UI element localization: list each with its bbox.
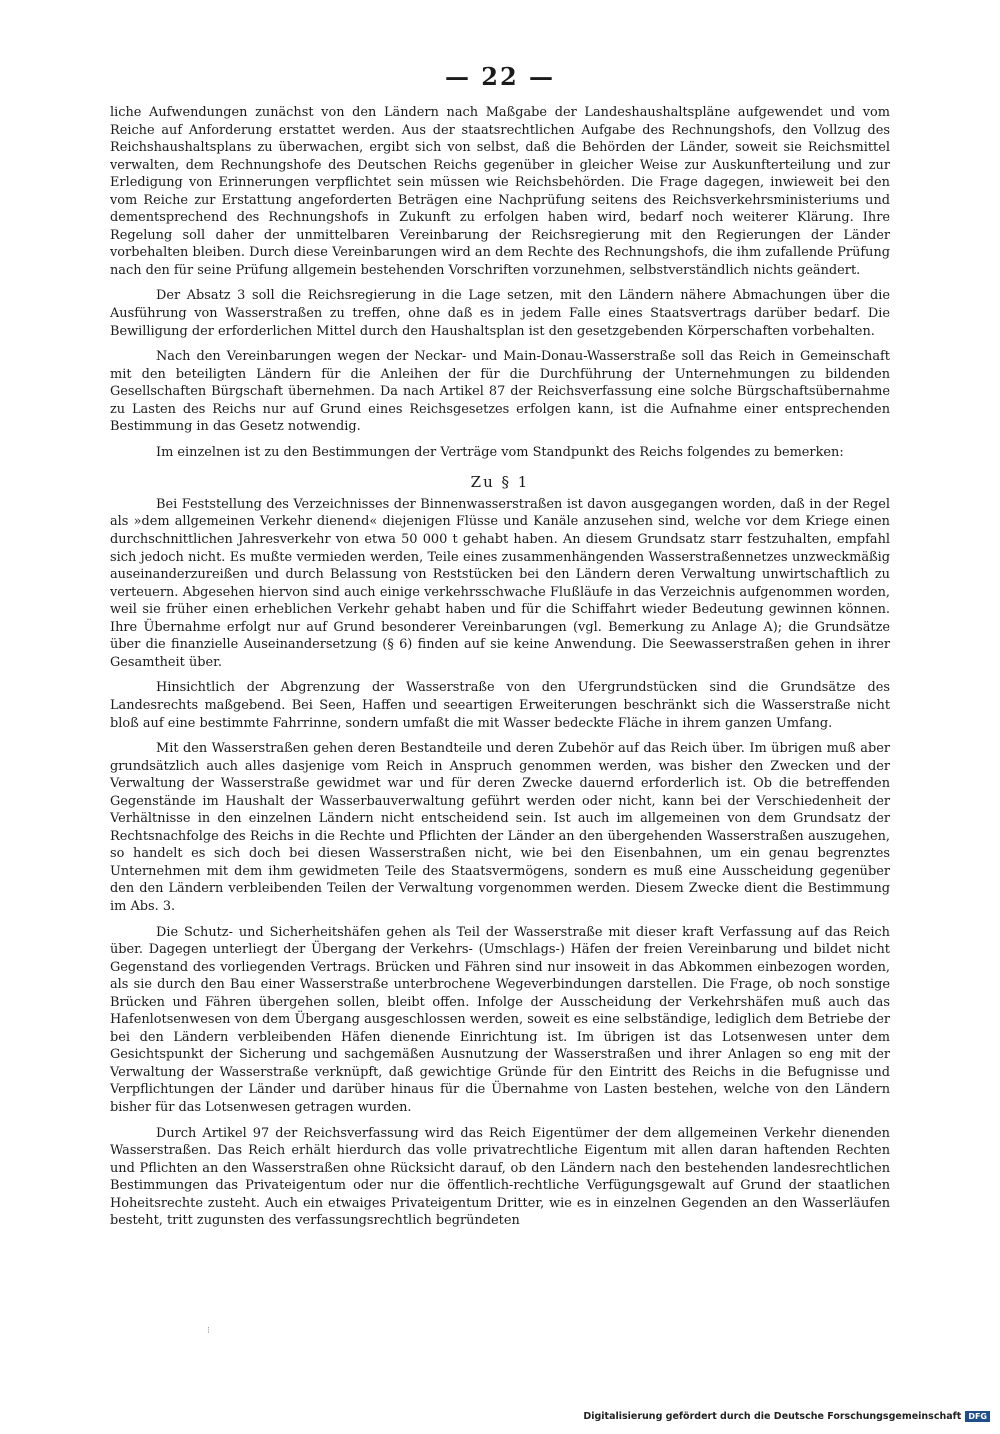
footer-credit (583, 1411, 990, 1422)
paragraph: Bei Feststellung des Verzeichnisses der Binnenwasserstraßen ist davon ausgegangen worden, daß in der Regel als »dem allgemeinen Verkehr dienend« diejenigen Flüsse und Kanäle anzusehen sind, welche vor dem Kriege einen durchschnittlichen Jahresverkehr von etwa 50 000 t gehabt haben. An diesem Grundsatz starr festzuhalten, empfahl sich jedoch nicht. Es mußte vermieden werden, Teile eines zusammenhängenden Wasserstraßennetzes unzweckmäßig auseinanderzureißen und durch Belassung von Reststücken bei den Ländern deren Verwaltung unwirtschaftlich zu verteuern. Abgesehen hiervon sind auch einige verkehrsschwache Flußläufe in das Verzeichnis aufgenommen worden, weil sie früher einen erheblichen Verkehr gehabt haben und für die Schiffahrt wieder Bedeutung gewinnen können. Ihre Übernahme erfolgt nur auf Grund besonderer Vereinbarungen (vgl. Bemerkung zu Anlage A); die Grundsätze über die finanzielle Auseinandersetzung (§ 6) finden auf sie keine Anwendung. Die Seewasserstraßen gehen in ihrer Gesamtheit über. (110, 496, 890, 670)
paragraph: Durch Artikel 97 der Reichsverfassung wird das Reich Eigentümer der dem allgemeinen Verkehr dienenden Wasserstraßen. Das Reich erhält hierdurch das volle privatrechtliche Eigentum mit allen daran haftenden Rechten und Pflichten an den Wasserstraßen ohne Rücksicht darauf, ob den Ländern nach den bestehenden landesrechtlichen Bestimmungen das Privateigentum oder nur die öffentlich-rechtliche Verfügungsgewalt auf Grund der staatlichen Hoheitsrechte zusteht. Auch ein etwaiges Privateigentum Dritter, wie es in einzelnen Gegenden an den Wasserläufen besteht, tritt zugunsten des verfassungsrechtlich begründeten (110, 1125, 890, 1229)
page-number: — 22 — (444, 62, 556, 91)
paragraph: Nach den Vereinbarungen wegen der Neckar- und Main-Donau-Wasserstraße soll das Reich in Gemeinschaft mit den beteiligten Ländern für die Anleihen der für die Durchführung der Unternehmungen zu bildenden Gesellschaften Bürgschaft übernehmen. Da nach Artikel 87 der Reichsverfassung eine solche Bürgschaftsübernahme zu Lasten des Reichs nur auf Grund eines Reichsgesetzes erfolgen kann, ist die Aufnahme einer entsprechenden Bestimmung in das Gesetz notwendig. (110, 349, 890, 435)
paragraph: Hinsichtlich der Abgrenzung der Wasserstraße von den Ufergrundstücken sind die Grundsätze des Landesrechts maßgebend. Bei Seen, Haffen und seeartigen Erweiterungen beschränkt sich die Wasserstraße nicht bloß auf eine bestimmte Fahrrinne, sondern umfaßt die mit Wasser bedeckte Fläche in ihrem ganzen Umfang. (110, 680, 890, 731)
paragraph: liche Aufwendungen zunächst von den Ländern nach Maßgabe der Landeshaushaltspläne aufgewendet und vom Reiche auf Anforderung erstattet werden. Aus der staatsrechtlichen Aufgabe des Rechnungshofs, den Vollzug des Reichshaushaltsplans zu überwachen, ergibt sich von selbst, daß die Behörden der Länder, soweit sie Reichsmittel verwalten, dem Rechnungshofe des Deutschen Reichs gegenüber in gleicher Weise zur Auskunfterteilung und zur Erledigung von Erinnerungen verpflichtet sein müssen wie Reichsbehörden. Die Frage dagegen, inwieweit bei den vom Reiche zur Erstattung angeforderten Beträgen eine Nachprüfung seitens des Reichsverkehrsministeriums und dementsprechend des Rechnungshofs in Zukunft zu erfolgen haben wird, bedarf noch weiterer Klärung. Ihre Regelung soll daher der unmittelbaren Vereinbarung der Reichsregierung mit den Regierungen der Länder vorbehalten bleiben. Durch diese Vereinbarungen wird an dem Rechte des Rechnungshofs, die ihm zufallende Prüfung nach den für seine Prüfung allgemein bestehenden Vorschriften vorzunehmen, selbstverständlich nichts geändert. (110, 105, 890, 278)
footer-text: Digitalisierung gefördert durch die Deutsche Forschungsgemeinschaft (583, 1411, 962, 1422)
paragraph: Mit den Wasserstraßen gehen deren Bestandteile und deren Zubehör auf das Reich über. Im übrigen muß aber grundsätzlich auch alles dasjenige vom Reich in Anspruch genommen werden, was bisher den Zwecken und der Verwaltung der Wasserstraße gewidmet war und für deren Zwecke dauernd erforderlich ist. Ob die betreffenden Gegenstände im Haushalt der Wasserbauverwaltung geführt werden oder nicht, kann bei der Verschiedenheit der Verhältnisse in den einzelnen Ländern nicht entscheidend sein. Ist auch im allgemeinen von dem Grundsatz der Rechtsnachfolge des Reichs in die Rechte und Pflichten der Länder an den übergehenden Wasserstraßen auszugehen, so handelt es sich doch bei diesen Wasserstraßen nicht, wie bei den Eisenbahnen, um ein genau begrenztes Unternehmen mit dem ihm gewidmeten Teile des Staatsvermögens, sondern es muß eine Ausscheidung gegenüber den den Ländern verbleibenden Teilen der Verwaltung vorgenommen werden. Diesem Zwecke dient die Bestimmung im Abs. 3. (110, 741, 890, 914)
body-text (110, 104, 890, 1230)
dfg-logo-icon: DFG (965, 1411, 990, 1422)
paragraph: Die Schutz- und Sicherheitshäfen gehen als Teil der Wasserstraße mit dieser kraft Verfassung auf das Reich über. Dagegen unterliegt der Übergang der Verkehrs- (Umschlags-) Häfen der freien Vereinbarung und bildet nicht Gegenstand des vorliegenden Vertrags. Brücken und Fähren sind nur insoweit in das Abkommen einbezogen worden, als sie durch den Bau einer Wasserstraße unterbrochene Wegeverbindungen darstellen. Die Frage, ob noch sonstige Brücken und Fähren übergehen sollen, bleibt offen. Infolge der Ausscheidung der Verkehrshäfen muß auch das Hafenlotsenwesen von dem Übergang ausgeschlossen werden, soweit es eine selbständige, lediglich dem Betriebe der bei den Ländern verbleibenden Häfen dienende Einrichtung ist. Im übrigen ist das Lotsenwesen unter dem Gesichtspunkt der Sicherung und sachgemäßen Ausnutzung der Wasserstraßen und ihrer Anlagen so eng mit der Verwaltung der Wasserstraße verknüpft, daß gewichtige Gründe für den Eintritt des Reichs in die Befugnisse und Verpflichtungen der Länder und darüber hinaus für die Übernahme von Lasten bestehen, welche von den Ländern bisher für das Lotsenwesen getragen wurden. (110, 924, 890, 1115)
scan-artifact: ⁝ (207, 1326, 210, 1336)
paragraph: Im einzelnen ist zu den Bestimmungen der Verträge vom Standpunkt des Reichs folgendes zu bemerken: (156, 444, 844, 460)
section-heading: Zu § 1 (470, 473, 530, 492)
paragraph: Der Absatz 3 soll die Reichsregierung in die Lage setzen, mit den Ländern nähere Abmachungen über die Ausführung von Wasserstraßen zu treffen, ohne daß es in jedem Falle eines Staatsvertrags darüber bedarf. Die Bewilligung der erforderlichen Mittel durch den Haushaltsplan ist den gesetzgebenden Körperschaften vorbehalten. (110, 288, 890, 339)
